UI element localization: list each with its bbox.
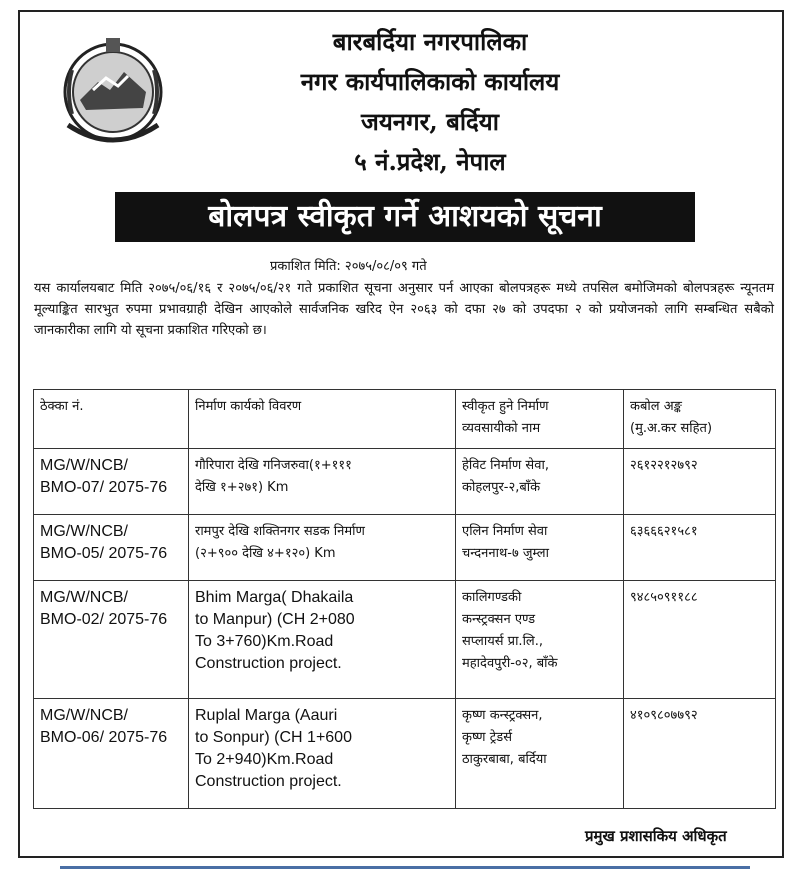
notice-body-text: यस कार्यालयबाट मिति २०७५/०६/१६ र २०७५/०६/२१ गते प्रकाशित सूचना अनुसार पर्न आएका बोलपत्रहरू मध्ये तपसिल बमोजिमको बोलपत्रहरू न्यूनतम मूल्याङ्कित सारभुत रुपमा प्रभावग्राही देखिन आएकोले सार्वजनिक खरिद ऐन २०६३ को दफा २७ को उपदफा २ को प्रयोजनको लागि सम्बन्धित सबैको जानकारीका लागि यो सूचना प्रकाशित गरिएको छ। [34,281,774,338]
contracts-table [33,389,776,809]
table-row [34,581,776,699]
table-row [34,449,776,515]
municipality-name: बारबर्दिया नगरपालिका [332,27,528,56]
government-emblem-icon [58,30,168,150]
bid-amount-cell: ९४८५०९११८८ [624,581,776,699]
builder-name-cell: हेविट निर्माण सेवा, कोहलपुर-२,बाँके [456,449,624,515]
bid-amount-cell: ४१०९८०७७९२ [624,699,776,809]
builder-name-cell: एलिन निर्माण सेवा चन्दननाथ-७ जुम्ला [456,515,624,581]
published-date: प्रकाशित मिति: २०७५/०८/०९ गते [270,259,427,274]
header-work-description: निर्माण कार्यको विवरण [189,390,456,449]
contract-no-cell: MG/W/NCB/ BMO-02/ 2075-76 [34,581,189,699]
contract-no-cell: MG/W/NCB/ BMO-05/ 2075-76 [34,515,189,581]
header-builder-name: स्वीकृत हुने निर्माण व्यवसायीको नाम [456,390,624,449]
contract-no-cell: MG/W/NCB/ BMO-07/ 2075-76 [34,449,189,515]
table-header-row [34,390,776,449]
province-line: ५ नं.प्रदेश, नेपाल [354,147,506,176]
work-description-cell: गौरिपारा देखि गनिजरुवा(१+१११ देखि १+२७१) Km [189,449,456,515]
header-contract-no: ठेक्का नं. [34,390,189,449]
work-description-cell: Bhim Marga( Dhakaila to Manpur) (CH 2+080 To 3+760)Km.Road Construction project. [189,581,456,699]
work-description-cell: रामपुर देखि शक्तिनगर सडक निर्माण (२+९०० देखि ४+१२०) Km [189,515,456,581]
signature-title: प्रमुख प्रशासकिय अधिकृत [585,827,727,845]
bid-amount-cell: ६३६६६२१५८१ [624,515,776,581]
builder-name-cell: कालिगण्डकी कन्स्ट्रक्सन एण्ड सप्लायर्स प्रा.लि., महादेवपुरी-०२, बाँके [456,581,624,699]
header-bid-amount: कबोल अङ्क (मु.अ.कर सहित) [624,390,776,449]
work-description-cell: Ruplal Marga (Aauri to Sonpur) (CH 1+600 To 2+940)Km.Road Construction project. [189,699,456,809]
bid-amount-cell: २६१२२१२७९२ [624,449,776,515]
bottom-divider [60,866,750,869]
office-header [230,22,630,182]
builder-name-cell: कृष्ण कन्स्ट्रक्सन, कृष्ण ट्रेडर्स ठाकुरबाबा, बर्दिया [456,699,624,809]
office-name: नगर कार्यपालिकाको कार्यालय [300,67,560,96]
notice-title-banner: बोलपत्र स्वीकृत गर्ने आशयको सूचना [115,192,695,242]
contract-no-cell: MG/W/NCB/ BMO-06/ 2075-76 [34,699,189,809]
table-row [34,699,776,809]
office-location: जयनगर, बर्दिया [361,107,499,136]
table-row [34,515,776,581]
